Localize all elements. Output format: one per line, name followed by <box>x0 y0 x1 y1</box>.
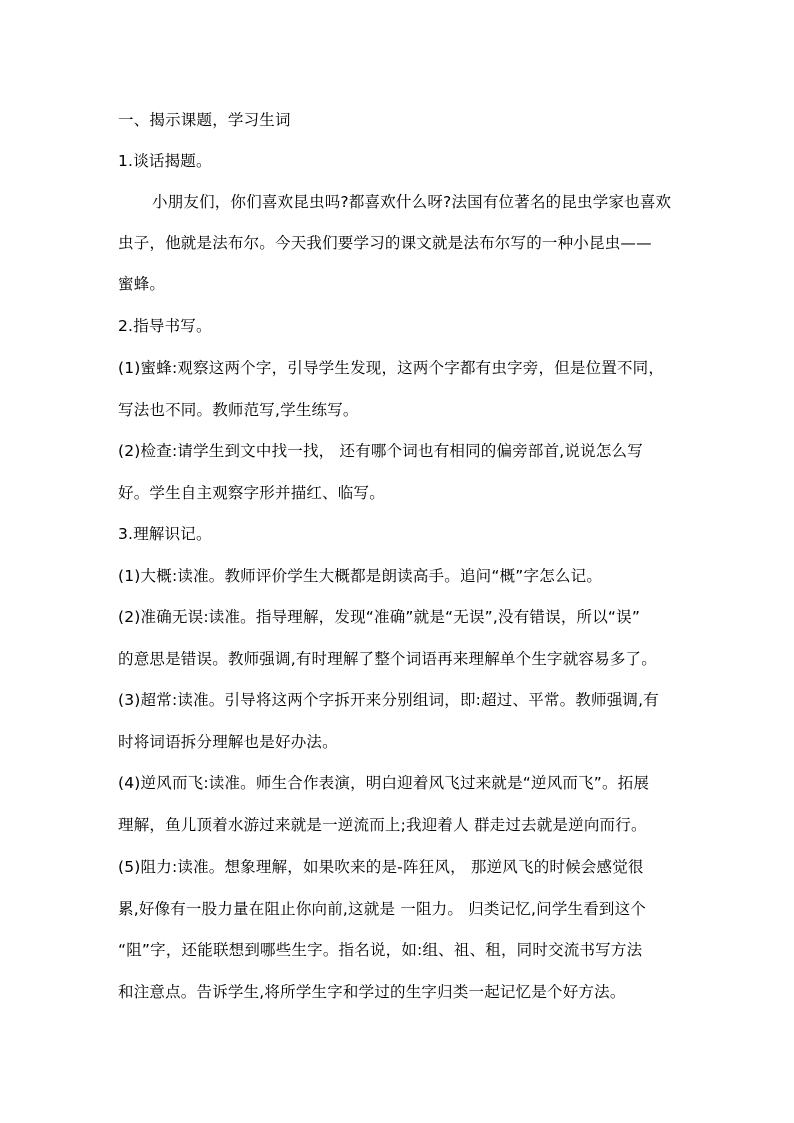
text-line: 小朋友们，你们喜欢昆虫吗?都喜欢什么呀?法国有位著名的昆虫学家也喜欢 <box>152 193 672 211</box>
text-line: 好。学生自主观察字形并描红、临写。 <box>118 484 385 502</box>
text-line: 3.理解识记。 <box>118 525 212 543</box>
text-line: 和注意点。告诉学生,将所学生字和学过的生字归类一起记忆是个好方法。 <box>118 983 626 1001</box>
section-heading: 一、揭示课题，学习生词 <box>118 111 291 129</box>
text-line: 2.指导书写。 <box>118 317 212 335</box>
text-line: 理解，鱼儿顶着水游过来就是一逆流而上;我迎着人 群走过去就是逆向而行。 <box>118 816 647 834</box>
text-line: 虫子，他就是法布尔。今天我们要学习的课文就是法布尔写的一种小昆虫—— <box>118 234 652 252</box>
text-line: (4)逆风而飞:读准。师生合作表演，明白迎着风飞过来就是“逆风而飞”。拓展 <box>118 774 650 792</box>
text-line: (5)阻力:读准。想象理解，如果吹来的是-阵狂风， 那逆风飞的时候会感觉很 <box>118 858 644 876</box>
text-line: 累,好像有一股力量在阻止你向前,这就是 一阻力。 归类记忆,问学生看到这个 <box>118 900 647 918</box>
text-line: (3)超常:读准。引导将这两个字拆开来分别组词，即:超过、平常。教师强调,有 <box>118 691 659 709</box>
text-line: 写法也不同。教师范写,学生练写。 <box>118 401 359 419</box>
text-line: 时将词语拆分理解也是好办法。 <box>118 733 338 751</box>
text-line: 蜜蜂。 <box>118 275 166 293</box>
text-line: 1.谈话揭题。 <box>118 152 212 170</box>
text-line: (1)蜜蜂:观察这两个字，引导学生发现，这两个字都有虫字旁，但是位置不同， <box>118 359 665 377</box>
text-line: “阻”字，还能联想到哪些生字。指名说，如:组、祖、租，同时交流书写方法 <box>118 941 643 959</box>
text-line: (2)检查:请学生到文中找一找， 还有哪个词也有相同的偏旁部首,说说怎么写 <box>118 442 643 460</box>
text-line: (1)大概:读准。教师评价学生大概都是朗读高手。追问“概”字怎么记。 <box>118 567 603 585</box>
text-line: 的意思是错误。教师强调,有时理解了整个词语再来理解单个生字就容易多了。 <box>118 650 657 668</box>
text-line: (2)准确无误:读准。指导理解，发现“准确”就是“无误”,没有错误，所以“误” <box>118 608 641 626</box>
